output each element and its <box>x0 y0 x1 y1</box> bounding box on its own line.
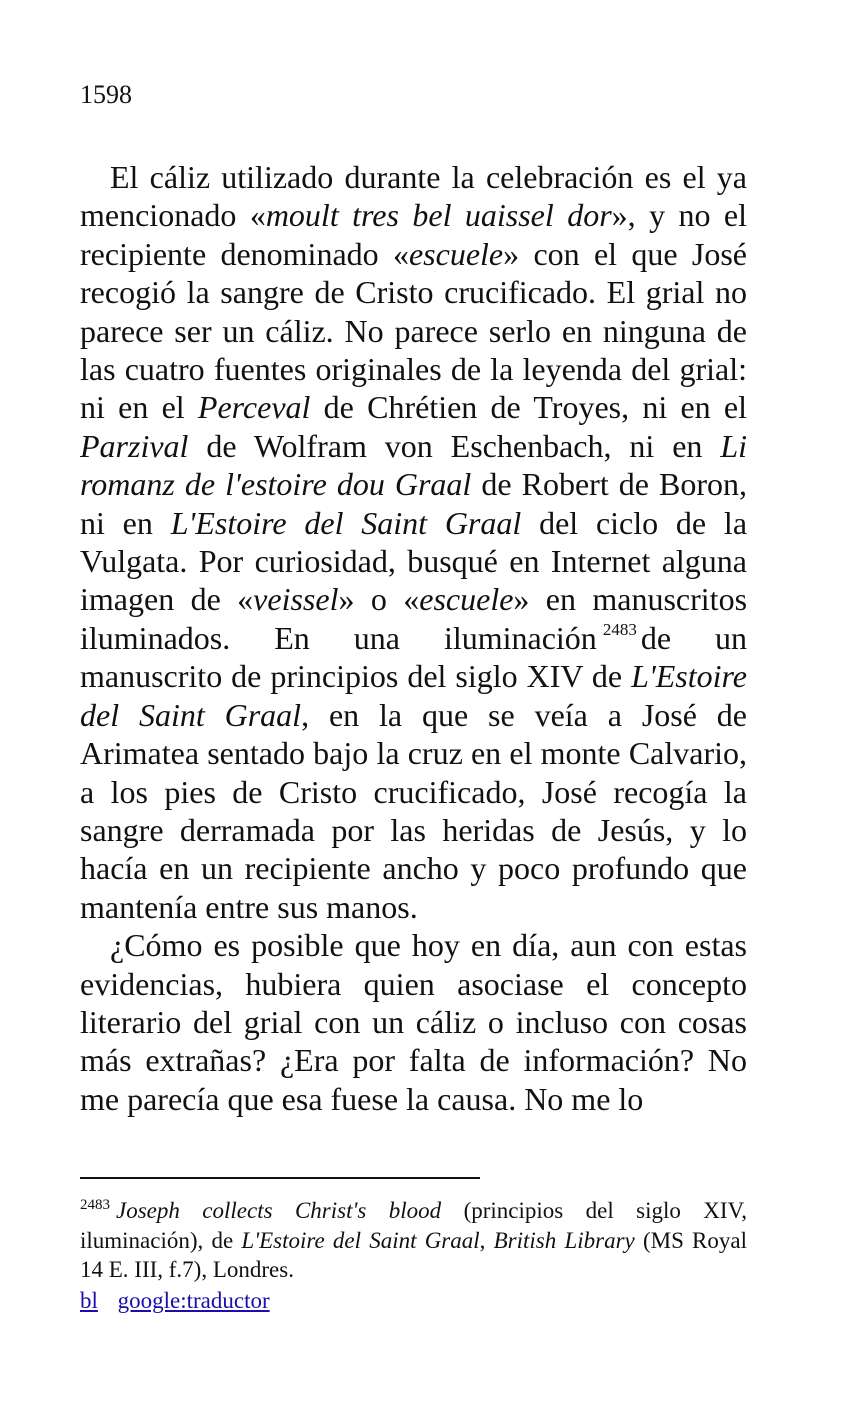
italic-run: L'Estoire del Saint Graal <box>80 658 747 733</box>
text-run: El cáliz utilizado durante la celebración es el ya mencionado « <box>80 159 747 234</box>
body-text <box>80 158 747 1118</box>
text-run: » o « <box>338 581 420 618</box>
text-run: de Wolfram von Eschenbach, ni en <box>188 427 721 464</box>
text-run: de un manuscrito de principios del siglo XIV de <box>80 619 748 695</box>
italic-run: moult tres bel uaissel dor <box>265 197 612 234</box>
text-run: de Chrétien de Troyes, ni en el <box>310 389 748 426</box>
italic-run: British Library <box>493 1227 635 1253</box>
italic-run: L'Estoire del Saint Graal <box>241 1227 480 1253</box>
italic-run: Perceval <box>197 389 311 426</box>
footnote-number: 2483 <box>80 1197 110 1213</box>
text-run: (principios del siglo XIV, iluminación), de <box>80 1198 747 1253</box>
text-run: de Robert de Boron, ni en <box>80 466 747 541</box>
page-number: 1598 <box>80 80 132 109</box>
footnote-links <box>80 1286 284 1315</box>
footnote-reference[interactable]: 2483 <box>602 620 637 640</box>
italic-run: Li romanz de l'estoire dou Graal <box>80 427 747 503</box>
text-run: » en manuscritos iluminados. En una iluminación <box>80 581 748 656</box>
link-bl[interactable]: bl <box>80 1288 98 1313</box>
italic-run: escuele <box>419 581 514 618</box>
italic-run: escuele <box>408 235 504 272</box>
footnote-text <box>80 1196 747 1285</box>
text-run: » con el que José recogió la sangre de Cristo crucificado. El grial no parece ser un cáliz. No parece serlo en ninguna de las cuatro fuentes originales de la leyenda del grial: ni en el <box>80 235 748 426</box>
footnote <box>80 1196 747 1285</box>
italic-run: Parzival <box>80 427 189 464</box>
paragraph-1 <box>80 158 747 926</box>
footnote-divider <box>80 1177 480 1179</box>
italic-run: Joseph collects Christ's blood <box>116 1198 442 1223</box>
text-run: , <box>479 1227 494 1253</box>
italic-run: veissel <box>253 581 339 618</box>
text-run: », y no el recipiente denominado « <box>80 197 747 272</box>
text-run: (MS Royal 14 E. III, f.7), Londres. <box>80 1227 748 1282</box>
text-run: , en la que se veía a José de Arimatea sentado bajo la cruz en el monte Calvario, a los pies de Cristo crucificado, José recogía la sangre derramada por las heridas de Jesús, y lo hacía en un recipiente ancho y poco profundo que mantenía entre sus manos. <box>80 696 748 925</box>
text-run: del ciclo de la Vulgata. Por curiosidad, busqué en Internet alguna imagen de « <box>80 504 748 618</box>
link-google-traductor[interactable]: google:traductor <box>117 1288 270 1313</box>
italic-run: L'Estoire del Saint Graal <box>170 504 522 541</box>
paragraph-2: ¿Cómo es posible que hoy en día, aun con estas evidencias, hubiera quien asociase el concepto literario del grial con un cáliz o incluso con cosas más extrañas? ¿Era por falta de información? No me parecía que esa fuese la causa. No me lo <box>80 927 747 1117</box>
